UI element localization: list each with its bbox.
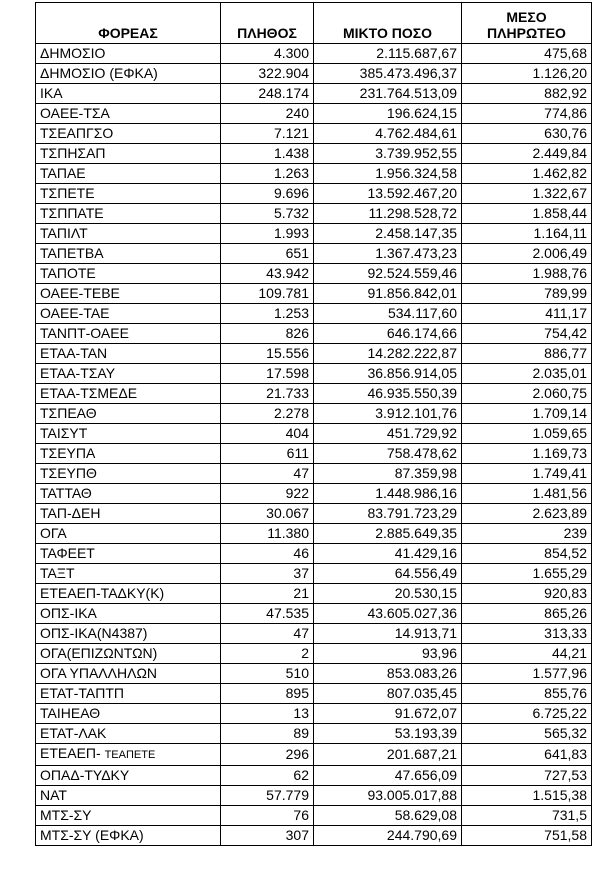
table-row xyxy=(36,284,592,304)
foreas-text: ΕΤΑΤ-ΤΑΠΤΠ xyxy=(40,685,124,701)
cell-mikto-poso: 11.298.528,72 xyxy=(314,204,462,224)
cell-mikto-poso: 807.035,45 xyxy=(314,684,462,704)
cell-foreas xyxy=(36,104,221,124)
cell-foreas xyxy=(36,704,221,724)
cell-foreas xyxy=(36,144,221,164)
cell-plithos: 30.067 xyxy=(221,504,314,524)
foreas-text: ΕΤΑΑ-ΤΣΜΕΔΕ xyxy=(40,385,138,401)
cell-foreas xyxy=(36,284,221,304)
table-row xyxy=(36,204,592,224)
cell-meso-pliroteo: 855,76 xyxy=(462,684,592,704)
cell-plithos: 46 xyxy=(221,544,314,564)
cell-plithos: 89 xyxy=(221,724,314,744)
cell-mikto-poso: 1.448.986,16 xyxy=(314,484,462,504)
cell-foreas xyxy=(36,204,221,224)
table-row xyxy=(36,244,592,264)
cell-meso-pliroteo: 865,26 xyxy=(462,604,592,624)
cell-meso-pliroteo: 854,52 xyxy=(462,544,592,564)
cell-plithos: 1.253 xyxy=(221,304,314,324)
cell-meso-pliroteo: 886,77 xyxy=(462,344,592,364)
cell-meso-pliroteo: 6.725,22 xyxy=(462,704,592,724)
cell-plithos: 895 xyxy=(221,684,314,704)
foreas-small-text: ΤΕΑΠΕΤΕ xyxy=(104,749,156,761)
foreas-text: ΤΣΕΑΠΓΣΟ xyxy=(40,125,114,141)
table-row xyxy=(36,64,592,84)
cell-plithos: 307 xyxy=(221,826,314,846)
header-foreas: ΦΟΡΕΑΣ xyxy=(36,3,221,44)
cell-meso-pliroteo: 1.577,96 xyxy=(462,664,592,684)
cell-foreas xyxy=(36,584,221,604)
header-meso-line2: ΠΛΗΡΩΤΕΟ xyxy=(487,25,566,41)
cell-plithos: 47 xyxy=(221,624,314,644)
cell-plithos: 510 xyxy=(221,664,314,684)
table-row xyxy=(36,124,592,144)
foreas-text: ΤΣΕΥΠΑ xyxy=(40,445,96,461)
table-row xyxy=(36,464,592,484)
cell-mikto-poso: 87.359,98 xyxy=(314,464,462,484)
cell-mikto-poso: 534.117,60 xyxy=(314,304,462,324)
cell-mikto-poso: 1.367.473,23 xyxy=(314,244,462,264)
cell-plithos: 922 xyxy=(221,484,314,504)
cell-meso-pliroteo: 2.449,84 xyxy=(462,144,592,164)
cell-foreas xyxy=(36,504,221,524)
cell-mikto-poso: 3.739.952,55 xyxy=(314,144,462,164)
cell-plithos: 76 xyxy=(221,806,314,826)
header-plithos: ΠΛΗΘΟΣ xyxy=(221,3,314,44)
cell-foreas xyxy=(36,404,221,424)
cell-plithos: 2 xyxy=(221,644,314,664)
cell-plithos: 611 xyxy=(221,444,314,464)
table-row xyxy=(36,184,592,204)
cell-meso-pliroteo: 1.126,20 xyxy=(462,64,592,84)
cell-mikto-poso: 1.956.324,58 xyxy=(314,164,462,184)
foreas-text: ΤΑΠΙΛΤ xyxy=(40,225,88,241)
cell-plithos: 13 xyxy=(221,704,314,724)
cell-foreas xyxy=(36,324,221,344)
cell-plithos: 62 xyxy=(221,766,314,786)
cell-plithos: 2.278 xyxy=(221,404,314,424)
foreas-text: ΤΣΠΕΤΕ xyxy=(40,185,95,201)
cell-mikto-poso: 53.193,39 xyxy=(314,724,462,744)
cell-meso-pliroteo: 2.623,89 xyxy=(462,504,592,524)
foreas-text: ΟΑΕΕ-ΤΑΕ xyxy=(40,305,110,321)
table-row xyxy=(36,224,592,244)
cell-meso-pliroteo: 2.006,49 xyxy=(462,244,592,264)
cell-foreas xyxy=(36,826,221,846)
cell-meso-pliroteo: 1.169,73 xyxy=(462,444,592,464)
header-row xyxy=(36,3,592,44)
cell-foreas xyxy=(36,384,221,404)
cell-meso-pliroteo: 1.462,82 xyxy=(462,164,592,184)
table-row xyxy=(36,364,592,384)
foreas-text: ΔΗΜΟΣΙΟ (ΕΦΚΑ) xyxy=(40,65,158,81)
cell-mikto-poso: 3.912.101,76 xyxy=(314,404,462,424)
cell-meso-pliroteo: 475,68 xyxy=(462,44,592,64)
cell-mikto-poso: 93,96 xyxy=(314,644,462,664)
table-row xyxy=(36,644,592,664)
cell-plithos: 322.904 xyxy=(221,64,314,84)
cell-mikto-poso: 14.913,71 xyxy=(314,624,462,644)
cell-meso-pliroteo: 1.709,14 xyxy=(462,404,592,424)
cell-mikto-poso: 83.791.723,29 xyxy=(314,504,462,524)
cell-mikto-poso: 231.764.513,09 xyxy=(314,84,462,104)
table-row xyxy=(36,384,592,404)
table-row xyxy=(36,504,592,524)
cell-mikto-poso: 36.856.914,05 xyxy=(314,364,462,384)
table-row xyxy=(36,744,592,766)
cell-plithos: 651 xyxy=(221,244,314,264)
table-row xyxy=(36,164,592,184)
cell-meso-pliroteo: 1.749,41 xyxy=(462,464,592,484)
cell-mikto-poso: 47.656,09 xyxy=(314,766,462,786)
cell-meso-pliroteo: 313,33 xyxy=(462,624,592,644)
cell-mikto-poso: 758.478,62 xyxy=(314,444,462,464)
foreas-text: ΜΤΣ-ΣΥ xyxy=(40,807,92,823)
cell-meso-pliroteo: 1.059,65 xyxy=(462,424,592,444)
table-row xyxy=(36,766,592,786)
cell-plithos: 7.121 xyxy=(221,124,314,144)
cell-mikto-poso: 92.524.559,46 xyxy=(314,264,462,284)
cell-mikto-poso: 91.856.842,01 xyxy=(314,284,462,304)
cell-meso-pliroteo: 411,17 xyxy=(462,304,592,324)
cell-meso-pliroteo: 754,42 xyxy=(462,324,592,344)
cell-meso-pliroteo: 1.481,56 xyxy=(462,484,592,504)
cell-plithos: 1.438 xyxy=(221,144,314,164)
table-row xyxy=(36,724,592,744)
cell-mikto-poso: 853.083,26 xyxy=(314,664,462,684)
cell-foreas xyxy=(36,766,221,786)
cell-foreas xyxy=(36,484,221,504)
table-row xyxy=(36,624,592,644)
foreas-text: ΔΗΜΟΣΙΟ xyxy=(40,45,106,61)
cell-foreas xyxy=(36,724,221,744)
header-meso-line1: ΜΕΣΟ xyxy=(506,9,547,25)
foreas-text: ΟΑΕΕ-ΤΣΑ xyxy=(40,105,110,121)
cell-mikto-poso: 91.672,07 xyxy=(314,704,462,724)
cell-plithos: 1.993 xyxy=(221,224,314,244)
foreas-text: ΤΑΠΑΕ xyxy=(40,165,86,181)
cell-meso-pliroteo: 1.858,44 xyxy=(462,204,592,224)
table-row xyxy=(36,524,592,544)
foreas-text: ΕΤΑΑ-ΤΑΝ xyxy=(40,345,108,361)
foreas-text: ΕΤΕΑΕΠ- xyxy=(40,745,101,761)
cell-meso-pliroteo: 565,32 xyxy=(462,724,592,744)
cell-plithos: 47 xyxy=(221,464,314,484)
table-row xyxy=(36,444,592,464)
cell-foreas xyxy=(36,184,221,204)
cell-meso-pliroteo: 641,83 xyxy=(462,744,592,766)
cell-mikto-poso: 4.762.484,61 xyxy=(314,124,462,144)
cell-meso-pliroteo: 1.655,29 xyxy=(462,564,592,584)
cell-foreas xyxy=(36,564,221,584)
cell-mikto-poso: 196.624,15 xyxy=(314,104,462,124)
foreas-text: ΟΠΣ-ΙΚΑ xyxy=(40,605,97,621)
cell-foreas xyxy=(36,424,221,444)
cell-mikto-poso: 93.005.017,88 xyxy=(314,786,462,806)
cell-mikto-poso: 451.729,92 xyxy=(314,424,462,444)
table-row xyxy=(36,806,592,826)
table-row xyxy=(36,704,592,724)
cell-plithos: 4.300 xyxy=(221,44,314,64)
table-row xyxy=(36,664,592,684)
foreas-text: ΤΣΠΗΣΑΠ xyxy=(40,145,106,161)
cell-mikto-poso: 41.429,16 xyxy=(314,544,462,564)
foreas-text: ΕΤΕΑΕΠ-ΤΑΔΚΥ(Κ) xyxy=(40,585,165,601)
foreas-text: ΤΑΝΠΤ-ΟΑΕΕ xyxy=(40,325,129,341)
cell-meso-pliroteo: 920,83 xyxy=(462,584,592,604)
cell-foreas xyxy=(36,604,221,624)
cell-plithos: 9.696 xyxy=(221,184,314,204)
foreas-text: ΙΚΑ xyxy=(40,85,63,101)
cell-mikto-poso: 20.530,15 xyxy=(314,584,462,604)
foreas-text: ΟΑΕΕ-ΤΕΒΕ xyxy=(40,285,120,301)
table-row xyxy=(36,684,592,704)
table-row xyxy=(36,264,592,284)
cell-plithos: 21.733 xyxy=(221,384,314,404)
cell-meso-pliroteo: 1.515,38 xyxy=(462,786,592,806)
cell-foreas xyxy=(36,524,221,544)
foreas-text: ΟΠΣ-ΙΚΑ(Ν4387) xyxy=(40,625,148,641)
table-row xyxy=(36,424,592,444)
foreas-text: ΤΑΠΟΤΕ xyxy=(40,265,96,281)
foreas-text: ΤΑΞΤ xyxy=(40,565,75,581)
foreas-text: ΤΑΙΗΕΑΘ xyxy=(40,705,101,721)
table-row xyxy=(36,564,592,584)
cell-mikto-poso: 13.592.467,20 xyxy=(314,184,462,204)
foreas-text: ΤΣΠΕΑΘ xyxy=(40,405,97,421)
cell-plithos: 5.732 xyxy=(221,204,314,224)
foreas-text: ΟΓΑ(ΕΠΙΖΩΝΤΩΝ) xyxy=(40,645,158,661)
foreas-text: ΤΑΠΕΤΒΑ xyxy=(40,245,104,261)
cell-mikto-poso: 58.629,08 xyxy=(314,806,462,826)
cell-mikto-poso: 2.885.649,35 xyxy=(314,524,462,544)
table-row xyxy=(36,826,592,846)
cell-foreas xyxy=(36,644,221,664)
foreas-text: ΝΑΤ xyxy=(40,787,67,803)
cell-plithos: 21 xyxy=(221,584,314,604)
foreas-text: ΟΠΑΔ-ΤΥΔΚΥ xyxy=(40,767,130,783)
header-meso-pliroteo xyxy=(462,3,592,44)
cell-foreas xyxy=(36,304,221,324)
cell-meso-pliroteo: 2.060,75 xyxy=(462,384,592,404)
cell-foreas xyxy=(36,786,221,806)
cell-foreas xyxy=(36,264,221,284)
cell-plithos: 17.598 xyxy=(221,364,314,384)
cell-foreas xyxy=(36,364,221,384)
cell-plithos: 43.942 xyxy=(221,264,314,284)
cell-foreas xyxy=(36,124,221,144)
table-row xyxy=(36,484,592,504)
cell-mikto-poso: 244.790,69 xyxy=(314,826,462,846)
cell-foreas xyxy=(36,84,221,104)
cell-foreas xyxy=(36,164,221,184)
table-body xyxy=(36,44,592,846)
table-row xyxy=(36,544,592,564)
cell-mikto-poso: 46.935.550,39 xyxy=(314,384,462,404)
cell-mikto-poso: 14.282.222,87 xyxy=(314,344,462,364)
cell-mikto-poso: 2.458.147,35 xyxy=(314,224,462,244)
pension-table-sheet xyxy=(35,2,592,846)
cell-mikto-poso: 201.687,21 xyxy=(314,744,462,766)
cell-mikto-poso: 385.473.496,37 xyxy=(314,64,462,84)
cell-meso-pliroteo: 727,53 xyxy=(462,766,592,786)
foreas-text: ΤΑΠ-ΔΕΗ xyxy=(40,505,101,521)
cell-meso-pliroteo: 1.988,76 xyxy=(462,264,592,284)
cell-foreas xyxy=(36,224,221,244)
foreas-text: ΤΣΠΠΑΤΕ xyxy=(40,205,104,221)
cell-foreas xyxy=(36,684,221,704)
cell-foreas xyxy=(36,444,221,464)
cell-foreas xyxy=(36,744,221,766)
cell-plithos: 404 xyxy=(221,424,314,444)
cell-meso-pliroteo: 1.322,67 xyxy=(462,184,592,204)
foreas-text: ΕΤΑΤ-ΛΑΚ xyxy=(40,725,107,741)
table-row xyxy=(36,324,592,344)
cell-plithos: 240 xyxy=(221,104,314,124)
cell-foreas xyxy=(36,244,221,264)
cell-mikto-poso: 2.115.687,67 xyxy=(314,44,462,64)
table-row xyxy=(36,404,592,424)
cell-meso-pliroteo: 44,21 xyxy=(462,644,592,664)
foreas-text: ΟΓΑ xyxy=(40,525,67,541)
foreas-text: ΤΑΦΕΕΤ xyxy=(40,545,95,561)
table-row xyxy=(36,144,592,164)
cell-meso-pliroteo: 789,99 xyxy=(462,284,592,304)
table-row xyxy=(36,584,592,604)
cell-meso-pliroteo: 630,76 xyxy=(462,124,592,144)
cell-foreas xyxy=(36,806,221,826)
header-mikto-poso: ΜΙΚΤΟ ΠΟΣΟ xyxy=(314,3,462,44)
cell-meso-pliroteo: 731,5 xyxy=(462,806,592,826)
table-row xyxy=(36,44,592,64)
cell-meso-pliroteo: 774,86 xyxy=(462,104,592,124)
foreas-text: ΤΣΕΥΠΘ xyxy=(40,465,97,481)
cell-foreas xyxy=(36,64,221,84)
cell-mikto-poso: 646.174,66 xyxy=(314,324,462,344)
pension-data-table xyxy=(35,2,592,846)
cell-plithos: 47.535 xyxy=(221,604,314,624)
cell-foreas xyxy=(36,664,221,684)
cell-plithos: 248.174 xyxy=(221,84,314,104)
cell-meso-pliroteo: 1.164,11 xyxy=(462,224,592,244)
cell-foreas xyxy=(36,44,221,64)
foreas-text: ΤΑΙΣΥΤ xyxy=(40,425,88,441)
table-row xyxy=(36,84,592,104)
foreas-text: ΕΤΑΑ-ΤΣΑΥ xyxy=(40,365,116,381)
cell-plithos: 109.781 xyxy=(221,284,314,304)
cell-mikto-poso: 64.556,49 xyxy=(314,564,462,584)
table-row xyxy=(36,604,592,624)
cell-mikto-poso: 43.605.027,36 xyxy=(314,604,462,624)
cell-plithos: 296 xyxy=(221,744,314,766)
cell-foreas xyxy=(36,344,221,364)
table-row xyxy=(36,786,592,806)
cell-meso-pliroteo: 2.035,01 xyxy=(462,364,592,384)
foreas-text: ΜΤΣ-ΣΥ (ΕΦΚΑ) xyxy=(40,827,144,843)
foreas-text: ΟΓΑ ΥΠΑΛΛΗΛΩΝ xyxy=(40,665,158,681)
cell-plithos: 826 xyxy=(221,324,314,344)
cell-plithos: 1.263 xyxy=(221,164,314,184)
cell-plithos: 57.779 xyxy=(221,786,314,806)
table-row xyxy=(36,344,592,364)
table-row xyxy=(36,304,592,324)
cell-plithos: 37 xyxy=(221,564,314,584)
cell-foreas xyxy=(36,624,221,644)
cell-foreas xyxy=(36,544,221,564)
cell-plithos: 11.380 xyxy=(221,524,314,544)
cell-meso-pliroteo: 882,92 xyxy=(462,84,592,104)
table-row xyxy=(36,104,592,124)
cell-meso-pliroteo: 751,58 xyxy=(462,826,592,846)
foreas-text: ΤΑΤΤΑΘ xyxy=(40,485,92,501)
cell-meso-pliroteo: 239 xyxy=(462,524,592,544)
cell-plithos: 15.556 xyxy=(221,344,314,364)
cell-foreas xyxy=(36,464,221,484)
